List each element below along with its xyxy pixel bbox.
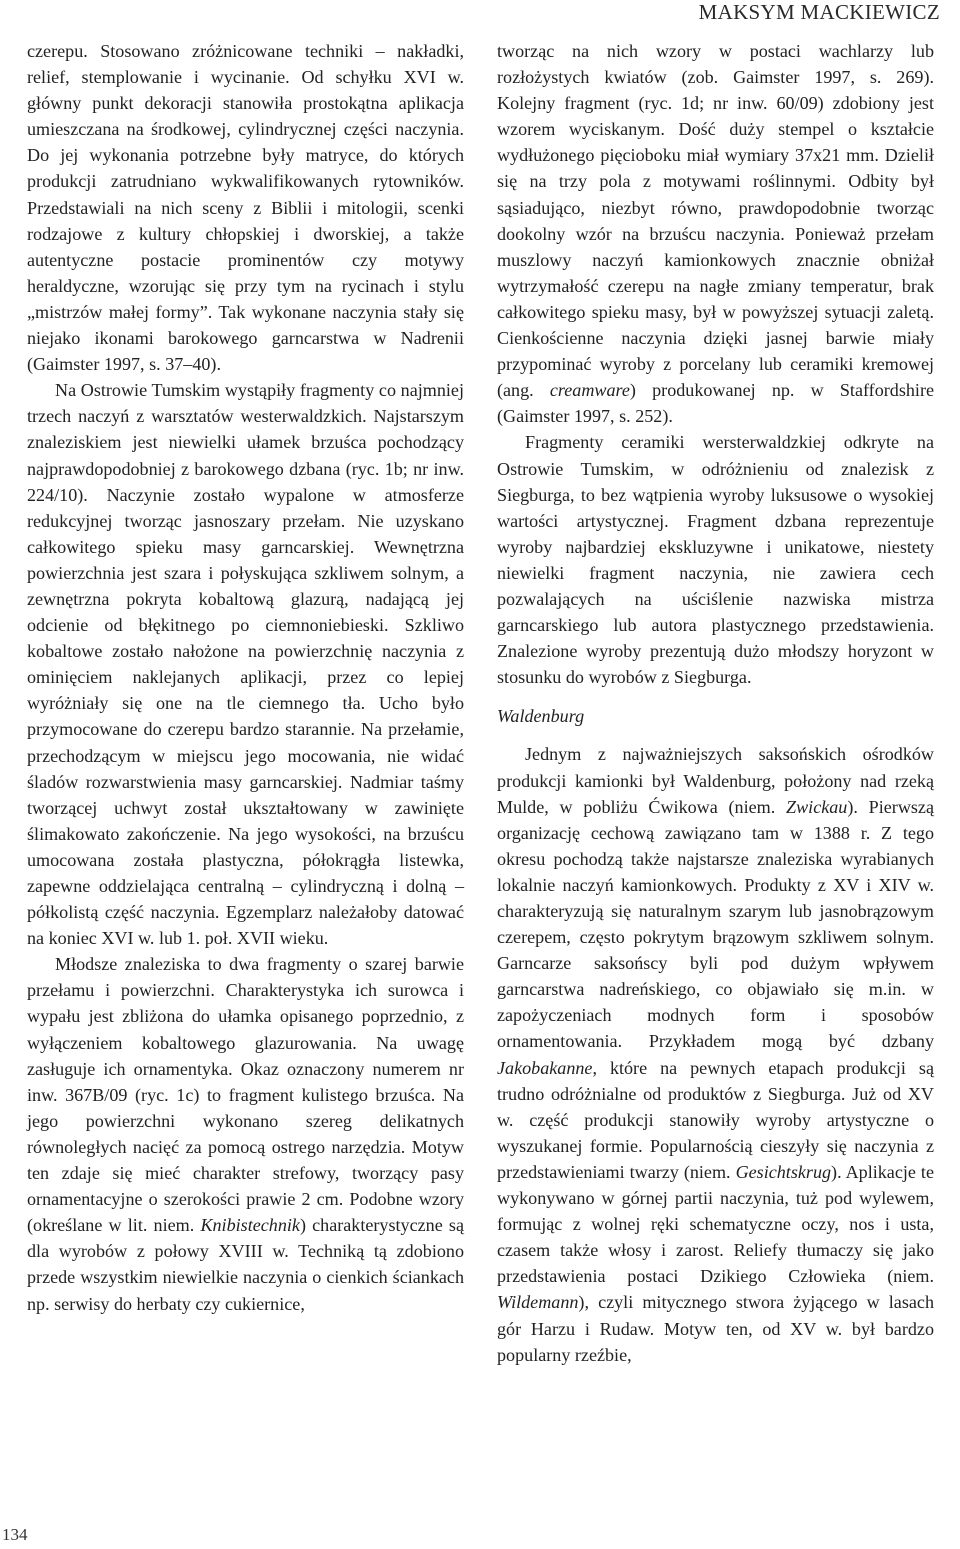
section-subheading: Waldenburg: [497, 706, 585, 727]
paragraph: [27, 951, 464, 1316]
paragraph: Na Ostrowie Tumskim wystąpiły fragmenty co najmniej trzech naczyń z warsztatów westerwaldzkich. Najstarszym znaleziskiem jest niewielki ułamek brzuśca pochodzący najprawdopodobniej z barokowego dzbana (ryc. 1b; nr inw. 224/10). Naczynie zostało wypalone w atmosferze redukcyjnej tworząc jasnoszary przełam. Nie uzyskano całkowitego spieku masy garncarskiej. Wewnętrzna powierzchnia jest szara i połyskująca szkliwem solnym, a zewnętrzna pokryta kobaltową glazurą, nadającą jej odcienie od błękitnego po ciemnoniebieski. Szkliwo kobaltowe zostało nałożone na powierzchnię naczynia z ominięciem naklejanych aplikacji, przez co lepiej wyróżniały się one na tle ciemnego tła. Ucho było przymocowane do czerepu bardzo starannie. Na przełamie, przechodzącym w miejscu jego mocowania, nie widać śladów rozwarstwienia masy garncarskiej. Nadmiar taśmy tworzącej uchwyt został ukształtowany w zawinięte ślimakowato zakończenie. Na jego wysokości, na brzuścu umocowana została plastyczna, półokrągła listewka, zapewne oddzielająca centralną – cylindryczną i dolną – półkolistą część naczynia. Egzemplarz należałoby datować na koniec XVI w. lub 1. poł. XVII wieku.: [27, 380, 464, 949]
text-run: ) produkowanej np. w Staffordshire (Gaimster 1997, s. 252).: [497, 380, 934, 427]
italic-term: Gesichtskrug: [735, 1161, 832, 1182]
running-header: MAKSYM MACKIEWICZ: [698, 0, 940, 24]
paragraph: [497, 38, 934, 429]
right-column: [497, 38, 934, 1368]
paragraph: czerepu. Stosowano zróżnicowane techniki – nakładki, relief, stemplowanie i wycinanie. Od schyłku XVI w. główny punkt dekoracji stanowiła prostokątna aplikacja umieszczana na środkowej, cylindrycznej części naczynia. Do jej wykonania potrzebne były matryce, do których produkcji zatrudniano wykwalifikowanych rytowników. Przedstawiali na nich sceny z Biblii i mitologii, scenki rodzajowe z kultury chłopskiej i dworskiej, a także autentyczne postacie prominentów czy motywy heraldyczne, wzorując się przy tym na rycinach i stylu „mistrzów małej formy”. Tak wykonane naczynia stały się niejako ikonami barokowego garncarstwa w Nadrenii (Gaimster 1997, s. 37–40).: [27, 41, 464, 375]
text-run: ), czyli mitycznego stwora żyjącego w lasach gór Harzu i Rudaw. Motyw ten, od XV w. był bardzo popularny rzeźbie,: [497, 1292, 934, 1365]
text-run: ). Pierwszą organizację cechową zawiązano tam w 1388 r. Z tego okresu pochodzą także najstarsze znaleziska wyrabianych lokalnie naczyń kamionkowych. Produkty z XV i XIV w. charakteryzują się naturalnym szarym lub jasnobrązowym czerepem, często pokrytym brązowym szkliwem solnym. Garncarze saksońscy byli pod dużym wpływem garncarstwa nadreńskiego, co objawiało się m.in. w zapożyczeniach modnych form i sposobów ornamentowania. Przykładem mogą być dzbany: [497, 796, 934, 1052]
paragraph: Fragmenty ceramiki wersterwaldzkiej odkryte na Ostrowie Tumskim, w odróżnieniu od znalezisk z Siegburga, to bez wątpienia wyroby luksusowe o wysokiej wartości artystycznej. Fragment dzbana reprezentuje wyroby najbardziej ekskluzywne i unikatowe, niestety niewielki fragment naczynia, nie zawiera cech pozwalających na uściślenie nazwiska mistrza garncarskiego lub autora plastycznego przedstawienia. Znalezione wyroby prezentują dużo młodszy horyzont w stosunku do wyrobów z Siegburga.: [497, 432, 934, 688]
page-number: 134: [2, 1525, 28, 1544]
paragraph: [497, 741, 934, 1367]
text-run: Młodsze znaleziska to dwa fragmenty o szarej barwie przełamu i powierzchni. Charakterystyka ich surowca i wypału jest zbliżona do ułamka opisanego poprzednio, z wyłączeniem kobaltowego glazurowania. Na uwagę zasługuje ich ornamentyka. Okaz oznaczony numerem nr inw. 367B/09 (ryc. 1c) to fragment kulistego brzuśca. Na jego powierzchni wykonano szereg delikatnych równoległych nacięć za pomocą ostrego narzędzia. Motyw ten zdaje się mieć charakter strefowy, tworzący pasy ornamentacyjne o szerokości prawie 2 cm. Podobne wzory (określane w lit. niem.: [27, 954, 464, 1236]
italic-term: Jakobakanne: [497, 1057, 593, 1078]
italic-term: Knibistechnik: [200, 1215, 300, 1236]
text-run: Jednym z najważniejszych saksońskich ośrodków produkcji kamionki był Waldenburg, położony nad rzeką Mulde, w pobliżu Ćwikowa (niem.: [497, 744, 934, 817]
italic-term: Zwickau: [786, 796, 848, 817]
italic-term: creamware: [549, 380, 630, 401]
italic-term: Wildemann: [497, 1292, 579, 1313]
left-column: [27, 38, 464, 1317]
text-run: tworząc na nich wzory w postaci wachlarzy lub rozłożystych kwiatów (zob. Gaimster 1997, s. 269). Kolejny fragment (ryc. 1d; nr inw. 60/09) zdobiony jest wzorem wyciskanym. Dość duży stempel o kształcie wydłużonego pięcioboku miał wymiary 37x21 mm. Dzielił się na trzy pola z motywami roślinnymi. Odbity był sąsiadująco, niezbyt równo, prawdopodobnie tworząc dookolny wzór na brzuścu naczynia. Ponieważ przełam muszlowy naczyń kamionkowych znacznie obniżał wytrzymałość czerepu na nagłe zmiany temperatur, brak całkowitego spieku masy, był w powyższej sytuacji zaletą. Cienkościenne naczynia dzięki jasnej barwie miały przypominać wyroby z porcelany lub ceramiki kremowej (ang.: [497, 41, 934, 401]
text-run: , które na pewnych etapach produkcji są trudno odróżnialne od produktów z Siegburga. Już od XV w. część produkcji stanowiły wyroby artystyczne o wyszukanej formie. Popularnością cieszyły się naczynia z przedstawieniami twarzy (niem.: [497, 1057, 934, 1182]
text-run: ). Aplikacje te wykonywano w górnej partii naczynia, tuż pod wylewem, formując z wolnej ręki schematyczne oczy, nos i usta, czasem także włosy i zarost. Reliefy tłumaczy się jako przedstawienia postaci Dzikiego Człowieka (niem.: [497, 1161, 934, 1287]
text-run: ) charakterystyczne są dla wyrobów z połowy XVIII w. Techniką tą zdobiono przede wszystkim niewielkie naczynia o cienkich ściankach np. serwisy do herbaty czy cukiernice,: [27, 1215, 464, 1314]
